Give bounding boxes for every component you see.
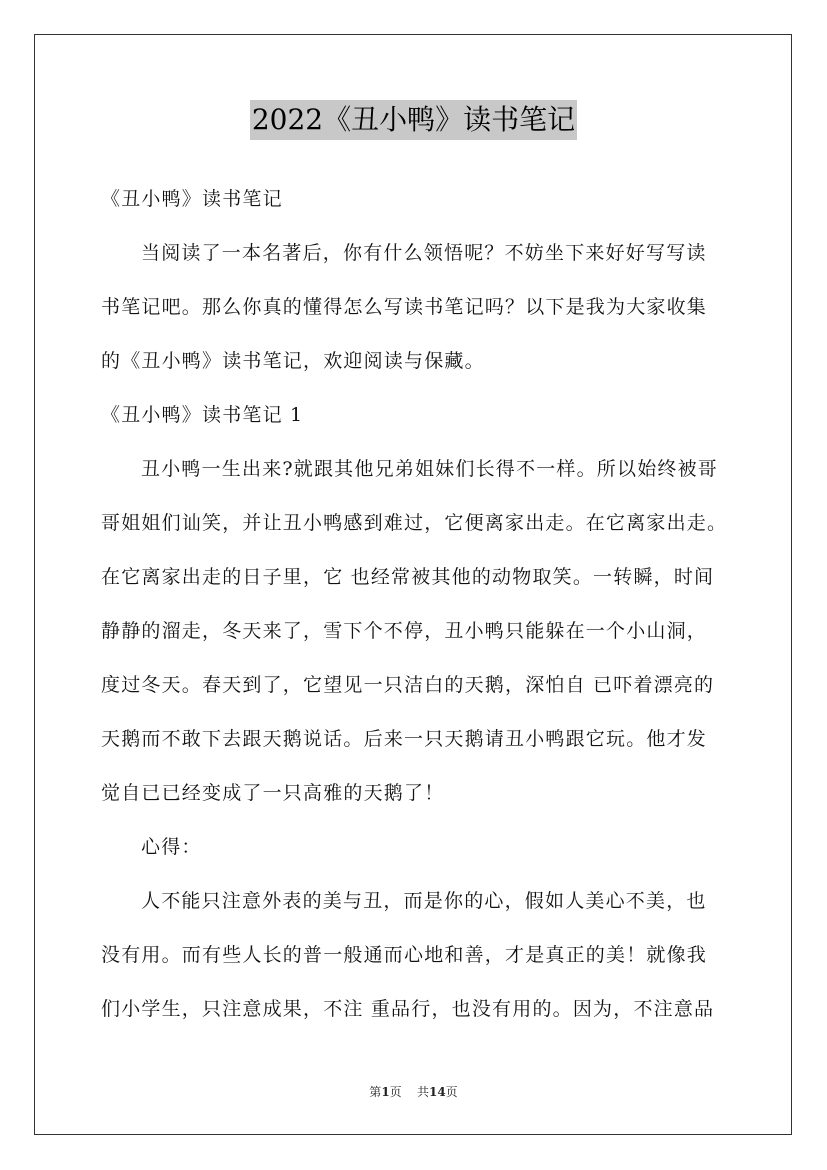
reflection-paragraph-continued — [101, 928, 731, 1036]
intro-paragraph — [101, 226, 731, 280]
reflection-paragraph — [101, 874, 731, 928]
total-prefix: 共 — [416, 1085, 429, 1099]
page-number: 1 — [381, 1085, 390, 1099]
text-line: 静静的溜走，冬天来了，雪下个不停，丑小鸭只能躲在一个小山洞， — [101, 620, 708, 642]
document-body — [101, 172, 731, 1036]
text-line: 在它离家出走的日子里，它 也经常被其他的动物取笑。一转瞬，时间 — [101, 566, 715, 588]
title-container — [0, 100, 827, 140]
total-suffix: 页 — [445, 1085, 458, 1099]
text-line: 人不能只注意外表的美与丑，而是你的心，假如人美心不美，也 — [141, 890, 707, 912]
xinde-label: 心得： — [141, 836, 202, 858]
text-line: 丑小鸭一生出来?就跟其他兄弟姐妹们长得不一样。所以始终被哥 — [141, 458, 718, 480]
text-line: 们小学生，只注意成果，不注 重品行，也没有用的。因为，不注意品 — [101, 998, 715, 1020]
text-line: 书笔记吧。那么你真的懂得怎么写读书笔记吗？以下是我为大家收集 — [101, 296, 708, 318]
page-suffix: 页 — [389, 1085, 402, 1099]
text-line: 度过冬天。春天到了，它望见一只洁白的天鹅，深怕自 已吓着漂亮的 — [101, 674, 715, 696]
text-line: 觉自已已经变成了一只高雅的天鹅了！ — [101, 782, 445, 804]
total-pages: 14 — [428, 1085, 446, 1099]
text-line: 的《丑小鸭》读书笔记，欢迎阅读与保藏。 — [101, 350, 485, 372]
section-heading: 《丑小鸭》读书笔记 — [101, 188, 283, 210]
text-line: 哥姐姐们讪笑，并让丑小鸭感到难过，它便离家出走。在它离家出走。 — [101, 512, 728, 534]
intro-paragraph-continued — [101, 280, 731, 388]
story-paragraph-continued — [101, 496, 731, 820]
text-line: 没有用。而有些人长的普一般通而心地和善，才是真正的美！就像我 — [101, 944, 708, 966]
page-footer — [0, 1083, 827, 1100]
text-line: 当阅读了一本名著后，你有什么领悟呢？不妨坐下来好好写写读 — [141, 242, 707, 264]
text-line: 天鹅而不敢下去跟天鹅说话。后来一只天鹅请丑小鸭跟它玩。他才发 — [101, 728, 708, 750]
story-paragraph — [101, 442, 731, 496]
section-heading: 《丑小鸭》读书笔记 1 — [101, 404, 304, 426]
page-prefix: 第 — [369, 1085, 382, 1099]
document-title: 2022《丑小鸭》读书笔记 — [250, 100, 577, 140]
